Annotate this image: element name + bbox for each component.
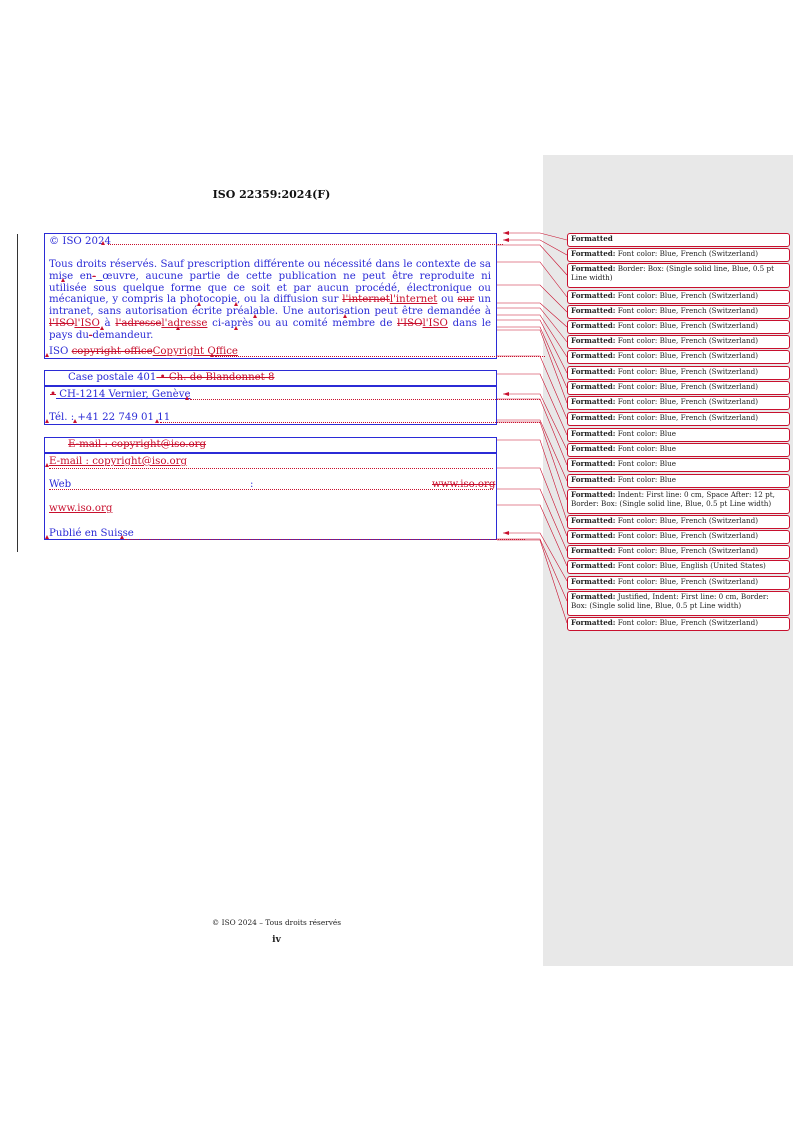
inserted-text: l'adresse	[161, 317, 208, 329]
balloon-text: Font color: Blue	[615, 444, 677, 453]
comment-balloon[interactable]	[567, 366, 790, 380]
balloon-text: Font color: Blue, French (Switzerland)	[615, 516, 759, 525]
comment-balloon[interactable]	[567, 305, 790, 319]
comment-balloon[interactable]	[567, 530, 790, 544]
balloon-label: Formatted:	[571, 516, 616, 525]
email-inserted-line[interactable]: E-mail : copyright@iso.org	[49, 456, 188, 467]
balloon-label: Formatted:	[571, 577, 616, 586]
balloon-text: Font color: Blue, French (Switzerland)	[615, 249, 759, 258]
balloon-label: Formatted:	[571, 459, 616, 468]
comment-balloon[interactable]	[567, 489, 790, 514]
inserted-text: Copyright Office	[152, 346, 238, 357]
balloon-text: Font color: Blue, French (Switzerland)	[615, 321, 759, 330]
comment-balloon[interactable]	[567, 576, 790, 590]
footer-copyright: © ISO 2024 – Tous droits réservés	[211, 918, 342, 927]
comment-balloon[interactable]	[567, 263, 790, 288]
comment-balloon[interactable]	[567, 350, 790, 364]
comment-balloon[interactable]	[567, 335, 790, 349]
balloon-label: Formatted:	[571, 444, 616, 453]
comment-balloon[interactable]	[567, 320, 790, 334]
para-text: ou	[437, 294, 458, 306]
inserted-text: l'ISO	[74, 317, 100, 329]
para-text: Tous droits réservés. Sauf prescription différente ou nécessité dans le contexte de sa mise en	[49, 259, 491, 282]
inserted-text: l'ISO	[422, 317, 448, 329]
comment-balloon[interactable]	[567, 617, 790, 631]
comment-balloon[interactable]	[567, 458, 790, 472]
comment-balloon[interactable]	[567, 233, 790, 247]
email-deleted-line: E-mail : copyright@iso.org	[68, 439, 207, 450]
balloon-text: Font color: Blue, French (Switzerland)	[615, 291, 759, 300]
balloon-text: Font color: Blue	[615, 459, 677, 468]
deleted-text: l'ISO	[49, 317, 75, 329]
balloon-text: Justified, Indent: First line: 0 cm, Border: Box: (Single solid line, Blue, 0.5 pt Line width)	[571, 592, 769, 610]
balloon-text: Indent: First line: 0 cm, Space After: 12 pt, Border: Box: (Single solid line, Blue, 0.5 pt Line width)	[571, 490, 775, 508]
balloon-label: Formatted:	[571, 264, 616, 273]
page-number: iv	[272, 935, 281, 945]
balloon-text: Font color: Blue, French (Switzerland)	[615, 306, 759, 315]
office-prefix: ISO	[49, 346, 72, 357]
para-text: œuvre, aucune partie de cette publication ne peut être reproduite ni utilisée sous quelque forme que ce soit et par aucun procédé, électronique ou mécanique, y compris la photocopie, ou la diffusion sur	[49, 270, 491, 306]
deleted-text: copyright office	[71, 346, 153, 357]
deleted-text: • Ch. de Blandonnet 8	[156, 372, 275, 383]
comment-balloon[interactable]	[567, 591, 790, 616]
balloon-text: Font color: Blue, French (Switzerland)	[615, 382, 759, 391]
balloon-text: Font color: Blue, French (Switzerland)	[615, 546, 759, 555]
balloon-label: Formatted:	[571, 618, 616, 627]
comment-balloon[interactable]	[567, 545, 790, 559]
balloon-label: Formatted:	[571, 336, 616, 345]
para-text: demandeur.	[92, 329, 154, 341]
balloon-label: Formatted:	[571, 291, 616, 300]
balloon-text: Font color: Blue, French (Switzerland)	[615, 531, 759, 540]
balloon-label: Formatted:	[571, 413, 616, 422]
published-line: Publié en Suisse	[49, 528, 134, 539]
comment-balloon[interactable]	[567, 474, 790, 488]
comment-balloon[interactable]	[567, 560, 790, 574]
balloon-label: Formatted:	[571, 490, 616, 499]
inserted-text: l'internet	[389, 294, 438, 306]
balloon-text: Font color: Blue, French (Switzerland)	[615, 397, 759, 406]
comment-balloon[interactable]	[567, 428, 790, 442]
balloon-label: Formatted:	[571, 475, 616, 484]
balloon-text: Font color: Blue, French (Switzerland)	[615, 351, 759, 360]
case-postale-text: Case postale 401	[68, 372, 157, 383]
balloon-label: Formatted:	[571, 531, 616, 540]
web-colon: :	[250, 479, 254, 490]
balloon-text: Border: Box: (Single solid line, Blue, 0.5 pt Line width)	[571, 264, 775, 282]
copyright-line[interactable]: © ISO 2024	[49, 236, 111, 247]
balloon-text: Font color: Blue	[615, 475, 677, 484]
balloon-label: Formatted:	[571, 546, 616, 555]
deleted-text: -	[88, 329, 93, 341]
web-deleted-url: www.iso.org	[432, 479, 496, 490]
web-label: Web	[49, 479, 72, 490]
balloon-text: Font color: Blue	[615, 429, 677, 438]
para-text: à	[99, 317, 116, 329]
balloon-label: Formatted:	[571, 429, 616, 438]
balloon-text: Font color: Blue, French (Switzerland)	[615, 413, 759, 422]
comment-balloon[interactable]	[567, 515, 790, 529]
balloon-label: Formatted:	[571, 367, 616, 376]
web-inserted-url[interactable]: www.iso.org	[49, 503, 113, 514]
phone-line[interactable]: Tél. : +41 22 749 01 11	[49, 412, 171, 423]
para-text: un intranet, sans autorisation écrite préalable. Une autorisation peut être demandée à	[49, 294, 491, 318]
balloon-text: Font color: Blue, French (Switzerland)	[615, 577, 759, 586]
comment-balloon[interactable]	[567, 290, 790, 304]
comment-balloon[interactable]	[567, 381, 790, 395]
deleted-text: sur	[457, 294, 475, 306]
balloon-text: Font color: Blue, French (Switzerland)	[615, 618, 759, 627]
para-text: dans le pays du	[49, 317, 491, 341]
balloon-label: Formatted:	[571, 351, 616, 360]
balloon-label: Formatted:	[571, 397, 616, 406]
deleted-text: -	[92, 270, 96, 282]
deleted-text: l'ISO	[397, 317, 423, 329]
balloon-label: Formatted:	[571, 249, 616, 258]
para-text: ci-après ou au comité membre de	[207, 317, 398, 329]
balloon-text: Font color: Blue, French (Switzerland)	[615, 336, 759, 345]
city-text: CH-1214 Vernier, Genève	[56, 389, 191, 400]
balloon-text: Font color: Blue, French (Switzerland)	[615, 367, 759, 376]
balloon-label: Formatted:	[571, 306, 616, 315]
balloon-label: Formatted:	[571, 561, 616, 570]
deleted-text: l'adresse	[115, 317, 162, 329]
document-header: ISO 22359:2024(F)	[212, 188, 331, 201]
balloon-text: Font color: Blue, English (United States)	[615, 561, 766, 570]
balloon-label: Formatted:	[571, 321, 616, 330]
balloon-label: Formatted	[571, 234, 613, 243]
balloon-label: Formatted:	[571, 592, 616, 601]
comment-balloon[interactable]	[567, 248, 790, 262]
deleted-text: l'internet	[342, 294, 390, 306]
comment-balloon[interactable]	[567, 412, 790, 426]
comment-balloon[interactable]	[567, 443, 790, 457]
comment-balloon[interactable]	[567, 396, 790, 410]
deleted-bullet: •	[50, 389, 57, 400]
balloon-label: Formatted:	[571, 382, 616, 391]
